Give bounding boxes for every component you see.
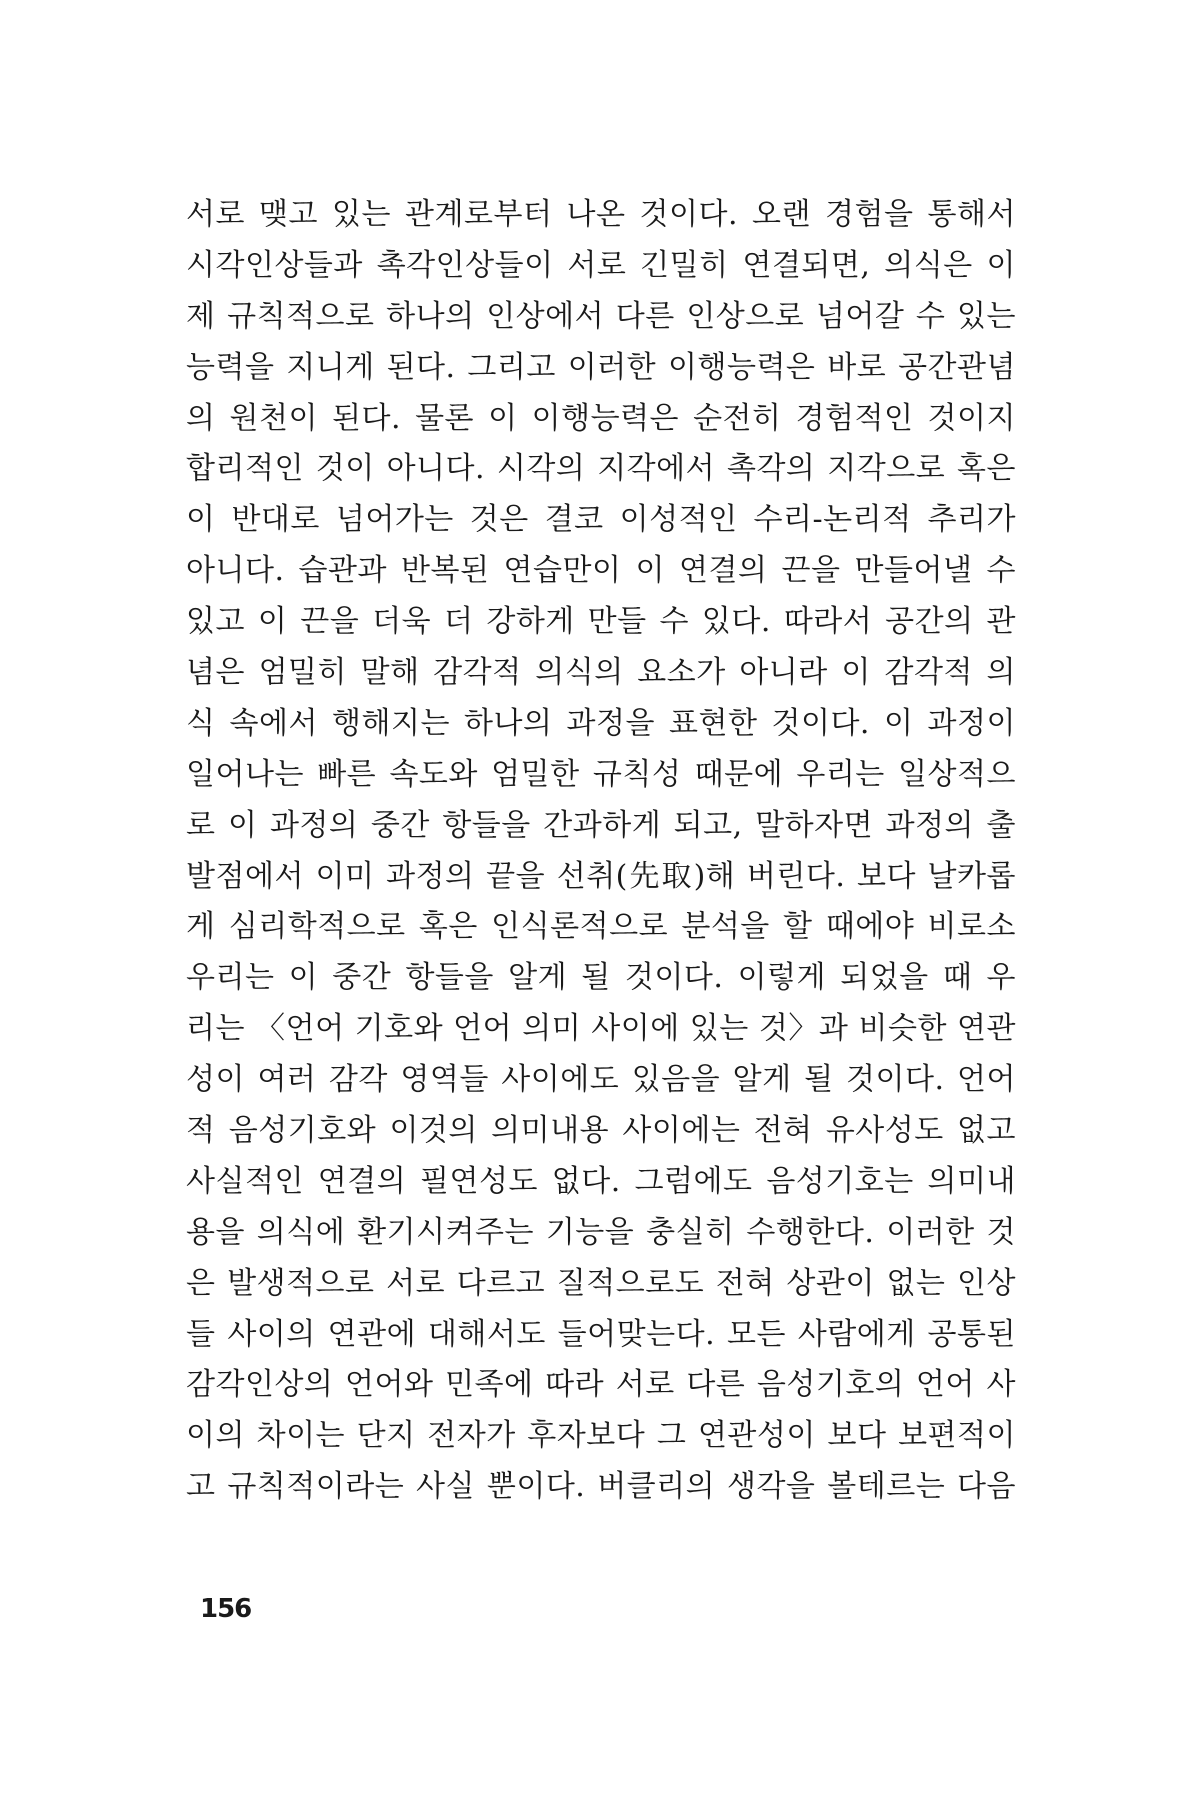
text-line: 념은 엄밀히 말해 감각적 의식의 요소가 아니라 이 감각적 의 (186, 655, 1016, 691)
text-line: 적 음성기호와 이것의 의미내용 사이에는 전혀 유사성도 없고 (186, 1113, 1016, 1149)
text-line: 서로 맺고 있는 관계로부터 나온 것이다. 오랜 경험을 통해서 (186, 197, 1016, 232)
body-text (186, 190, 1016, 1513)
text-line: 게 심리학적으로 혹은 인식론적으로 분석을 할 때에야 비로소 (186, 909, 1016, 945)
text-line: 이 반대로 넘어가는 것은 결코 이성적인 수리-논리적 추리가 (186, 502, 1016, 538)
text-line: 은 발생적으로 서로 다르고 질적으로도 전혀 상관이 없는 인상 (186, 1265, 1016, 1301)
text-line: 로 이 과정의 중간 항들을 간과하게 되고, 말하자면 과정의 출 (186, 807, 1016, 843)
text-line: 성이 여러 감각 영역들 사이에도 있음을 알게 될 것이다. 언어 (186, 1062, 1016, 1098)
text-line: 식 속에서 행해지는 하나의 과정을 표현한 것이다. 이 과정이 (186, 705, 1016, 741)
text-line: 시각인상들과 촉각인상들이 서로 긴밀히 연결되면, 의식은 이 (186, 247, 1016, 283)
page-number: 156 (200, 1594, 252, 1624)
text-line: 용을 의식에 환기시켜주는 기능을 충실히 수행한다. 이러한 것 (186, 1214, 1016, 1250)
text-line: 아니다. 습관과 반복된 연습만이 이 연결의 끈을 만들어낼 수 (186, 553, 1016, 589)
text-line: 발점에서 이미 과정의 끝을 선취(先取)해 버린다. 보다 날카롭 (186, 858, 1016, 894)
text-line: 합리적인 것이 아니다. 시각의 지각에서 촉각의 지각으로 혹은 (186, 451, 1016, 487)
text-line: 감각인상의 언어와 민족에 따라 서로 다른 음성기호의 언어 사 (186, 1367, 1016, 1403)
text-line: 우리는 이 중간 항들을 알게 될 것이다. 이렇게 되었을 때 우 (186, 960, 1016, 996)
text-line: 이의 차이는 단지 전자가 후자보다 그 연관성이 보다 보편적이 (186, 1418, 1016, 1454)
text-line: 리는 〈언어 기호와 언어 의미 사이에 있는 것〉과 비슷한 연관 (186, 1011, 1016, 1047)
text-line: 능력을 지니게 된다. 그리고 이러한 이행능력은 바로 공간관념 (186, 349, 1016, 385)
text-line: 사실적인 연결의 필연성도 없다. 그럼에도 음성기호는 의미내 (186, 1163, 1016, 1199)
text-line: 있고 이 끈을 더욱 더 강하게 만들 수 있다. 따라서 공간의 관 (186, 604, 1016, 640)
text-line: 들 사이의 연관에 대해서도 들어맞는다. 모든 사람에게 공통된 (186, 1316, 1016, 1352)
text-line: 고 규칙적이라는 사실 뿐이다. 버클리의 생각을 볼테르는 다음 (186, 1469, 1016, 1505)
text-line: 일어나는 빠른 속도와 엄밀한 규칙성 때문에 우리는 일상적으 (186, 756, 1016, 792)
text-line: 제 규칙적으로 하나의 인상에서 다른 인상으로 넘어갈 수 있는 (186, 298, 1016, 334)
text-line: 의 원천이 된다. 물론 이 이행능력은 순전히 경험적인 것이지 (186, 400, 1016, 436)
